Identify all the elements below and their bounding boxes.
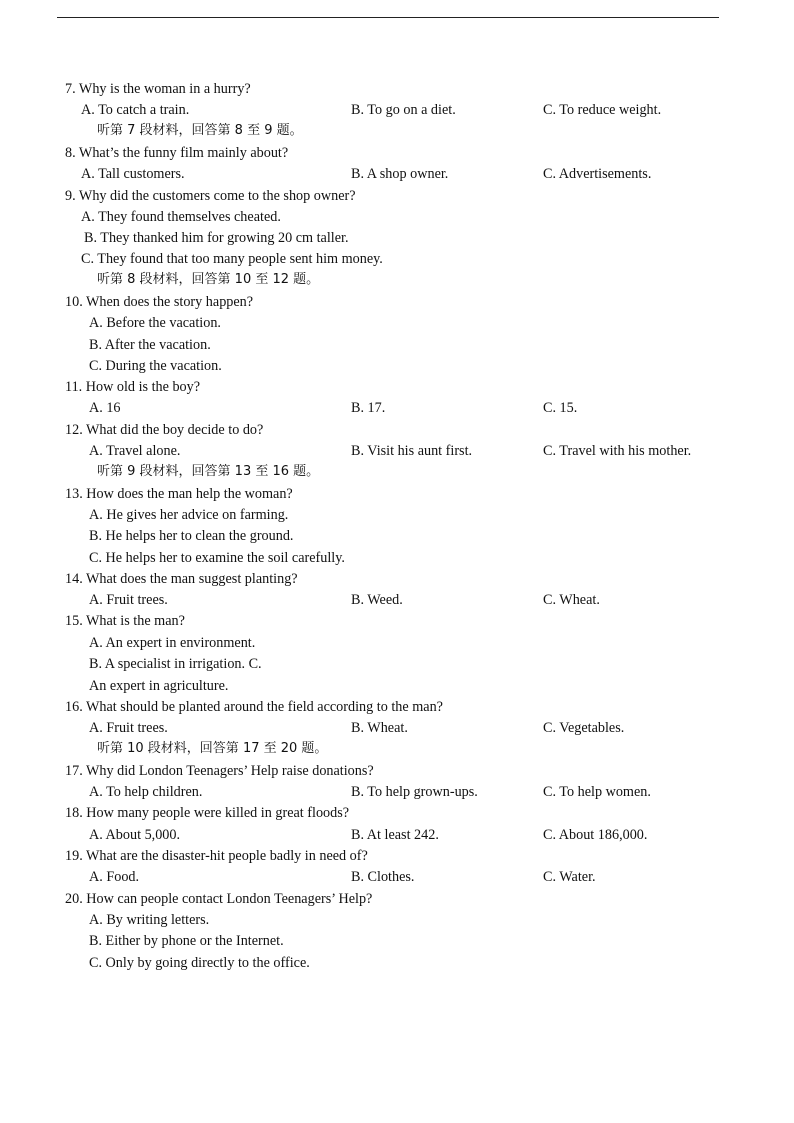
option-c: C. Water. [543,869,596,885]
question-stem: 14. What does the man suggest planting? [65,571,298,587]
option-c: C. They found that too many people sent him money. [81,251,383,267]
header-rule [57,17,719,18]
option-b: B. After the vacation. [89,337,211,353]
option-b: B. At least 242. [351,827,439,843]
option-b: B. A shop owner. [351,166,449,182]
option-b: B. To go on a diet. [351,102,456,118]
option-a: A. Food. [89,869,140,885]
option-c: C. Only by going directly to the office. [89,955,310,971]
question-stem: 15. What is the man? [65,613,185,629]
section-instruction: 听第 7 段材料，回答第 8 至 9 题。 [97,123,303,138]
question-stem: 9. Why did the customers come to the shop owner? [65,188,356,204]
option-a: A. Travel alone. [89,443,181,459]
option-a: A. To catch a train. [81,102,190,118]
option-b: B. 17. [351,400,386,416]
question-stem: 11. How old is the boy? [65,379,201,395]
option-c: C. To reduce weight. [543,102,662,118]
option-b: B. A specialist in irrigation. C. [89,656,262,672]
option-a: A. He gives her advice on farming. [89,507,289,523]
option-c: C. Vegetables. [543,720,625,736]
question-stem: 18. How many people were killed in great floods? [65,805,350,821]
option-a: A. Fruit trees. [89,720,168,736]
question-stem: 16. What should be planted around the field according to the man? [65,699,443,715]
question-stem: 19. What are the disaster-hit people badly in need of? [65,848,368,864]
option-a: A. About 5,000. [89,827,181,843]
option-c: C. About 186,000. [543,827,648,843]
option-c: C. Advertisements. [543,166,652,182]
option-c: C. To help women. [543,784,651,800]
option-c: C. He helps her to examine the soil carefully. [89,550,345,566]
option-b: B. Weed. [351,592,403,608]
section-instruction: 听第 9 段材料，回答第 13 至 16 题。 [97,464,320,479]
option-b: B. They thanked him for growing 20 cm taller. [84,230,349,246]
option-b: B. Visit his aunt first. [351,443,473,459]
question-stem: 8. What’s the funny film mainly about? [65,145,289,161]
option-a: A. Fruit trees. [89,592,168,608]
question-stem: 12. What did the boy decide to do? [65,422,264,438]
question-stem: 10. When does the story happen? [65,294,254,310]
option-a: A. By writing letters. [89,912,210,928]
option-a: A. An expert in environment. [89,635,256,651]
option-c: C. Travel with his mother. [543,443,692,459]
option-c: C. 15. [543,400,578,416]
option-a: A. 16 [89,400,121,416]
section-instruction: 听第 10 段材料，回答第 17 至 20 题。 [97,741,328,756]
option-b: B. Either by phone or the Internet. [89,933,284,949]
question-stem: 20. How can people contact London Teenagers’ Help? [65,891,373,907]
option-b: B. To help grown-ups. [351,784,478,800]
option-b: B. He helps her to clean the ground. [89,528,294,544]
option-a: A. To help children. [89,784,203,800]
option-a: A. They found themselves cheated. [81,209,281,225]
question-stem: 13. How does the man help the woman? [65,486,293,502]
option-b: B. Wheat. [351,720,408,736]
option-a: A. Before the vacation. [89,315,221,331]
option-c: An expert in agriculture. [89,678,229,694]
question-stem: 17. Why did London Teenagers’ Help raise donations? [65,763,374,779]
option-c: C. During the vacation. [89,358,222,374]
option-c: C. Wheat. [543,592,600,608]
section-instruction: 听第 8 段材料，回答第 10 至 12 题。 [97,272,320,287]
option-a: A. Tall customers. [81,166,185,182]
question-stem: 7. Why is the woman in a hurry? [65,81,251,97]
option-b: B. Clothes. [351,869,415,885]
